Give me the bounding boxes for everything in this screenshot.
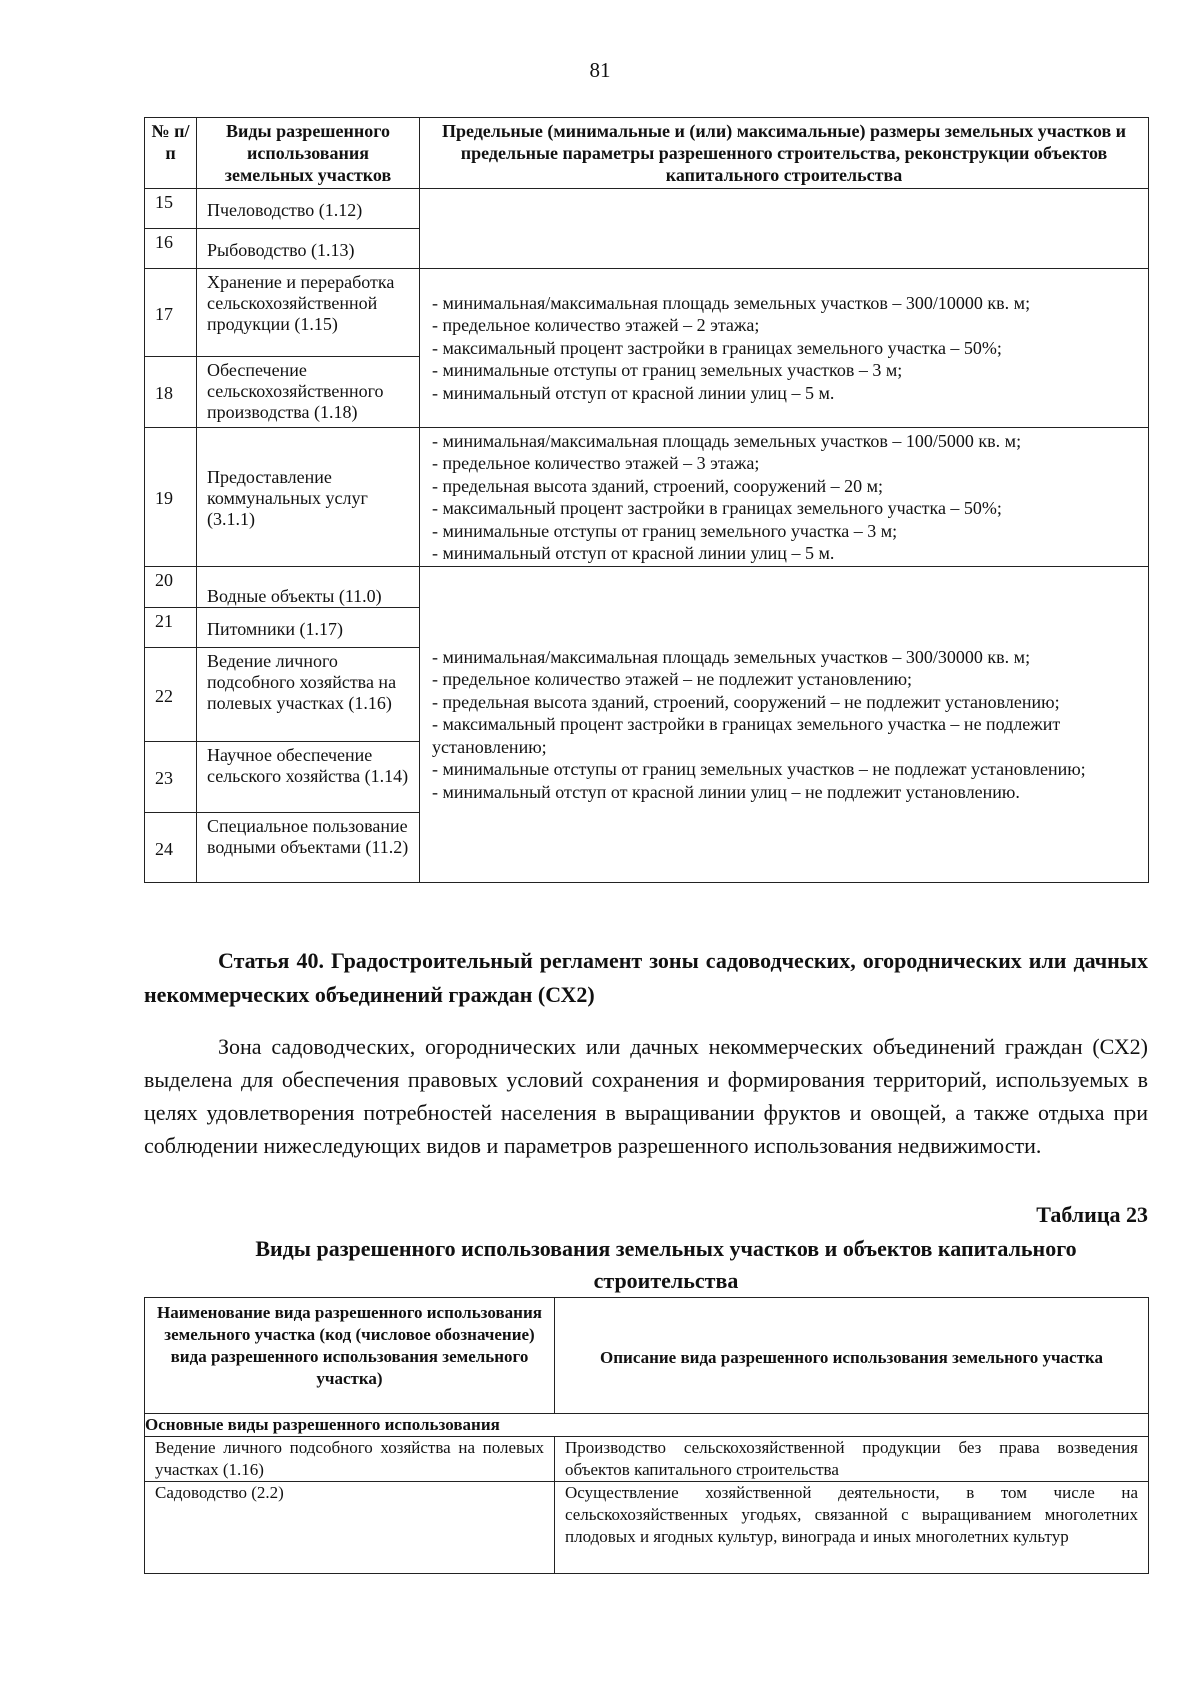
table-header-row xyxy=(145,118,1149,189)
row-num: 23 xyxy=(145,742,197,813)
header-description: Описание вида разрешенного использования земельного участка xyxy=(555,1298,1149,1414)
param-line: - предельная высота зданий, строений, сооружений – 20 м; xyxy=(432,475,884,496)
section-row xyxy=(145,1414,1149,1437)
permitted-use-table xyxy=(144,1297,1149,1574)
row-num: 16 xyxy=(145,229,197,269)
param-line: - предельное количество этажей – не подлежит установлению; xyxy=(432,669,913,690)
param-line: - максимальный процент застройки в границах земельного участка – не подлежит установлению; xyxy=(432,714,1061,757)
row-use: Водные объекты (11.0) xyxy=(197,567,420,608)
row-num: 18 xyxy=(145,357,197,428)
row-use: Питомники (1.17) xyxy=(197,608,420,648)
param-line: - минимальная/максимальная площадь земельных участков – 100/5000 кв. м; xyxy=(432,430,1022,451)
use-description: Производство сельскохозяйственной продукции без права возведения объектов капитального строительства xyxy=(555,1437,1149,1482)
table-row xyxy=(145,189,1149,229)
row-num: 21 xyxy=(145,608,197,648)
row-num: 15 xyxy=(145,189,197,229)
row-use: Хранение и переработка сельскохозяйственной продукции (1.15) xyxy=(197,269,420,357)
param-line: - максимальный процент застройки в границах земельного участка – 50%; xyxy=(432,498,1002,518)
header-use: Виды разрешенного использования земельных участков xyxy=(197,118,420,189)
params-cell-20-24 xyxy=(420,567,1149,883)
row-num: 22 xyxy=(145,648,197,742)
header-params: Предельные (минимальные и (или) максимальные) размеры земельных участков и предельные параметры разрешенного строительства, реконструкции объектов капитального строительства xyxy=(420,118,1149,189)
use-description: Осуществление хозяйственной деятельности, в том числе на сельскохозяйственных угодьях, связанной с выращиванием многолетних плодовых и ягодных культур, винограда и иных многолетних культур xyxy=(555,1482,1149,1574)
param-line: - минимальные отступы от границ земельных участков – не подлежат установлению; xyxy=(432,759,1086,780)
row-use: Пчеловодство (1.12) xyxy=(197,189,420,229)
page-number: 81 xyxy=(589,58,611,82)
row-num: 17 xyxy=(145,269,197,357)
param-line: - максимальный процент застройки в границах земельного участка – 50%; xyxy=(432,337,1002,358)
param-line: - минимальный отступ от красной линии улиц – 5 м. xyxy=(432,382,835,403)
table-row xyxy=(145,1482,1149,1574)
params-cell-19 xyxy=(420,428,1149,567)
param-line: - минимальные отступы от границ земельного участка – 3 м; xyxy=(432,520,898,541)
row-use: Специальное пользование водными объектами (11.2) xyxy=(197,813,420,883)
param-line: - минимальный отступ от красной линии улиц – 5 м. xyxy=(432,543,835,563)
row-use: Ведение личного подсобного хозяйства на полевых участках (1.16) xyxy=(197,648,420,742)
row-use: Обеспечение сельскохозяйственного производства (1.18) xyxy=(197,357,420,428)
param-line: - минимальные отступы от границ земельных участков – 3 м; xyxy=(432,360,903,381)
header-num: № п/п xyxy=(145,118,197,189)
use-name: Ведение личного подсобного хозяйства на полевых участках (1.16) xyxy=(145,1437,555,1482)
row-use: Предоставление коммунальных услуг (3.1.1) xyxy=(197,428,420,567)
article-paragraph: Зона садоводческих, огороднических или дачных некоммерческих объединений граждан (СХ2) выделена для обеспечения правовых условий сохранения и формирования территорий, используемых в целях удовлетворения потребностей населения в выращивании фруктов и овощей, а также отдыха при соблюдении нижеследующих видов и параметров разрешенного использования недвижимости. xyxy=(144,1034,1148,1158)
row-num: 20 xyxy=(145,567,197,608)
zone-parameters-table xyxy=(144,117,1149,883)
header-name: Наименование вида разрешенного использования земельного участка (код (числовое обозначение) вида разрешенного использования земельного участка) xyxy=(145,1298,555,1414)
table-header-row xyxy=(145,1298,1149,1414)
table-row xyxy=(145,1437,1149,1482)
param-line: - предельное количество этажей – 2 этажа; xyxy=(432,315,760,336)
param-line: - минимальная/максимальная площадь земельных участков – 300/10000 кв. м; xyxy=(432,292,1031,313)
row-use: Научное обеспечение сельского хозяйства (1.14) xyxy=(197,742,420,813)
param-line: - минимальный отступ от красной линии улиц – не подлежит установлению. xyxy=(432,781,1020,802)
section-title: Основные виды разрешенного использования xyxy=(145,1414,1149,1437)
param-line: - предельное количество этажей – 3 этажа; xyxy=(432,453,760,473)
article-heading: Статья 40. Градостроительный регламент зоны садоводческих, огороднических или дачных некоммерческих объединений граждан (СХ2) xyxy=(144,948,1148,1007)
table-row xyxy=(145,567,1149,608)
params-cell-17-18 xyxy=(420,269,1149,428)
params-empty-cell xyxy=(420,189,1149,269)
row-num: 24 xyxy=(145,813,197,883)
row-use: Рыбоводство (1.13) xyxy=(197,229,420,269)
table-row xyxy=(145,269,1149,357)
table-caption: Виды разрешенного использования земельных участков и объектов капитального строительства xyxy=(255,1236,1077,1293)
param-line: - предельная высота зданий, строений, сооружений – не подлежит установлению; xyxy=(432,691,1060,712)
use-name: Садоводство (2.2) xyxy=(145,1482,555,1574)
table-row xyxy=(145,428,1149,567)
param-line: - минимальная/максимальная площадь земельных участков – 300/30000 кв. м; xyxy=(432,646,1031,667)
row-num: 19 xyxy=(145,428,197,567)
table-label: Таблица 23 xyxy=(1036,1202,1148,1227)
